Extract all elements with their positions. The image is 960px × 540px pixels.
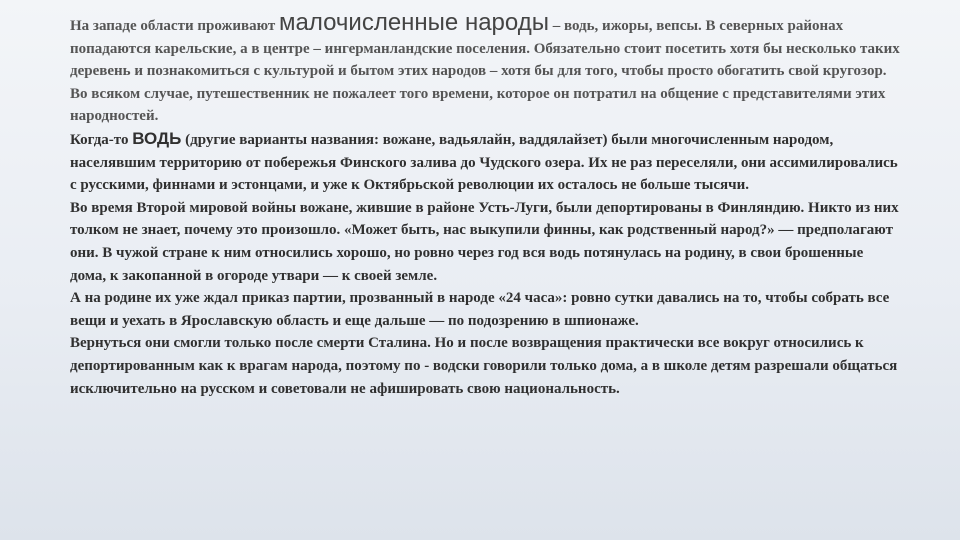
paragraph-return: Вернуться они смогли только после смерти Сталина. Но и после возвращения практически все вокруг относились к депортированным как к врагам народа, поэтому по - водски говорили только дома, а в школе детям разрешали общаться исключительно на русском и советовали не афишировать свою национальность. [70,335,898,397]
emphasis-vod: ВОДЬ [132,128,182,148]
paragraph-vod-history [70,128,900,197]
paragraph-deportation: Во время Второй мировой войны вожане, жившие в районе Усть-Луги, были депортированы в Финляндию. Никто из них толком не знает, почему это произошло. «Может быть, нас выкупили финны, как родственный народ?» — предполагают они. В чужой стране к ним относились хорошо, но ровно через год вся водь потянулась на родину, в свои брошенные дома, к закопанной в огороде утвари — к своей земле. [70,199,899,284]
emphasis-small-peoples: малочисленные народы [278,9,549,36]
paragraph-1-intro: На западе области проживают [70,18,279,34]
paragraph-2-body: (другие варианты названия: вожане, вадьялайн, ваддялайзет) были многочисленным народом, населявшим территорию от побережья Финского залива до Чудского озера. Их не раз переселяли, они ассимилировались с русскими, финнами и эстонцами, и уже к Октябрьской революции их осталось не больше тысячи. [70,131,898,194]
paragraph-small-peoples [70,9,900,128]
paragraph-1-body: – водь, ижоры, вепсы. В северных районах попадаются карельские, а в центре – ингерманландские поселения. Обязательно стоит посетить хотя бы несколько таких деревень и познакомиться с культурой и бытом этих народов – хотя бы для того, чтобы просто обогатить свой кругозор. Во всяком случае, путешественник не пожалеет того времени, которое он потратил на общение с представителями этих народностей. [70,18,900,125]
paragraph-2-intro: Когда-то [70,131,133,148]
paragraph-24-hours-order: А на родине их уже ждал приказ партии, прозванный в народе «24 часа»: ровно сутки давались на то, чтобы собрать все вещи и уехать в Ярославскую область и еще дальше — по подозрению в шпионаже. [70,290,890,329]
slide-text-block [70,9,900,400]
